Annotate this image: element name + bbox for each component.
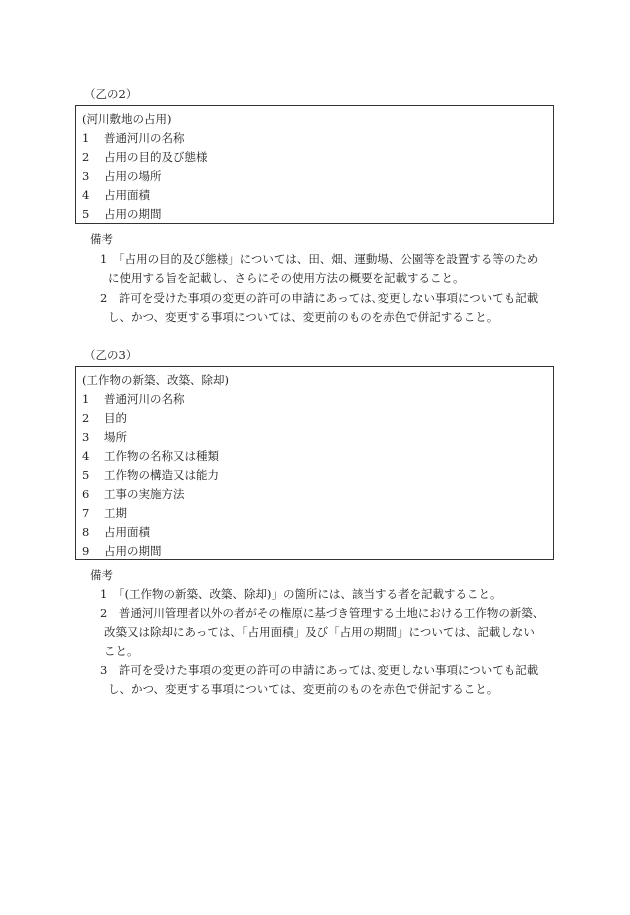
- otsu2-remark-1: 1 「占用の目的及び態様」については、田、畑、運動場、公園等を設置する等のため に使用する旨を記載し、さらにその使用方法の概要を記載すること。: [100, 252, 539, 285]
- otsu3-item: 3 場所: [82, 430, 127, 444]
- otsu3-item: 9 占用の期間: [82, 544, 162, 558]
- otsu3-box: [75, 366, 554, 560]
- otsu3-item: 1 普通河川の名称: [82, 392, 185, 406]
- otsu3-item: 6 工事の実施方法: [82, 487, 185, 501]
- otsu2-item: 1 普通河川の名称: [82, 131, 185, 145]
- otsu2-remarks-title: 備考: [90, 232, 113, 246]
- otsu3-item: 7 工期: [82, 506, 127, 520]
- section-label-otsu3: （乙の3）: [84, 348, 138, 362]
- otsu3-item: 4 工作物の名称又は種類: [82, 449, 219, 463]
- otsu2-item: 5 占用の期間: [82, 207, 162, 221]
- otsu3-remark-1: 1 「(工作物の新築、改築、除却)」の箇所には、該当する者を記載すること。: [100, 587, 502, 601]
- section-label-otsu2: （乙の2）: [84, 87, 138, 101]
- otsu2-item: 2 占用の目的及び態様: [82, 150, 208, 164]
- otsu3-item: 8 占用面積: [82, 525, 150, 539]
- otsu3-item: 2 目的: [82, 411, 127, 425]
- otsu3-remark-2: 2 普通河川管理者以外の者がその権原に基づき管理する土地における工作物の新築、 改築又は除却にあっては、「占用面積」及び「占用の期間」については、記載しない こと。: [100, 606, 545, 658]
- otsu3-remark-3: 3 許可を受けた事項の変更の許可の申請にあっては､変更しない事項についても記載 し、かつ、変更する事項については、変更前のものを赤色で併記すること。: [100, 663, 539, 696]
- otsu2-remark-2: 2 許可を受けた事項の変更の許可の申請にあっては､変更しない事項についても記載 し、かつ、変更する事項については、変更前のものを赤色で併記すること。: [100, 291, 539, 324]
- otsu2-item: 4 占用面積: [82, 188, 150, 202]
- otsu2-box: [75, 105, 554, 224]
- otsu2-item: 3 占用の場所: [82, 169, 162, 183]
- otsu2-box-title: (河川敷地の占用): [82, 112, 172, 126]
- otsu3-item: 5 工作物の構造又は能力: [82, 468, 219, 482]
- otsu3-box-title: (工作物の新築、改築、除却): [82, 373, 229, 387]
- otsu3-remarks-title: 備考: [90, 568, 113, 582]
